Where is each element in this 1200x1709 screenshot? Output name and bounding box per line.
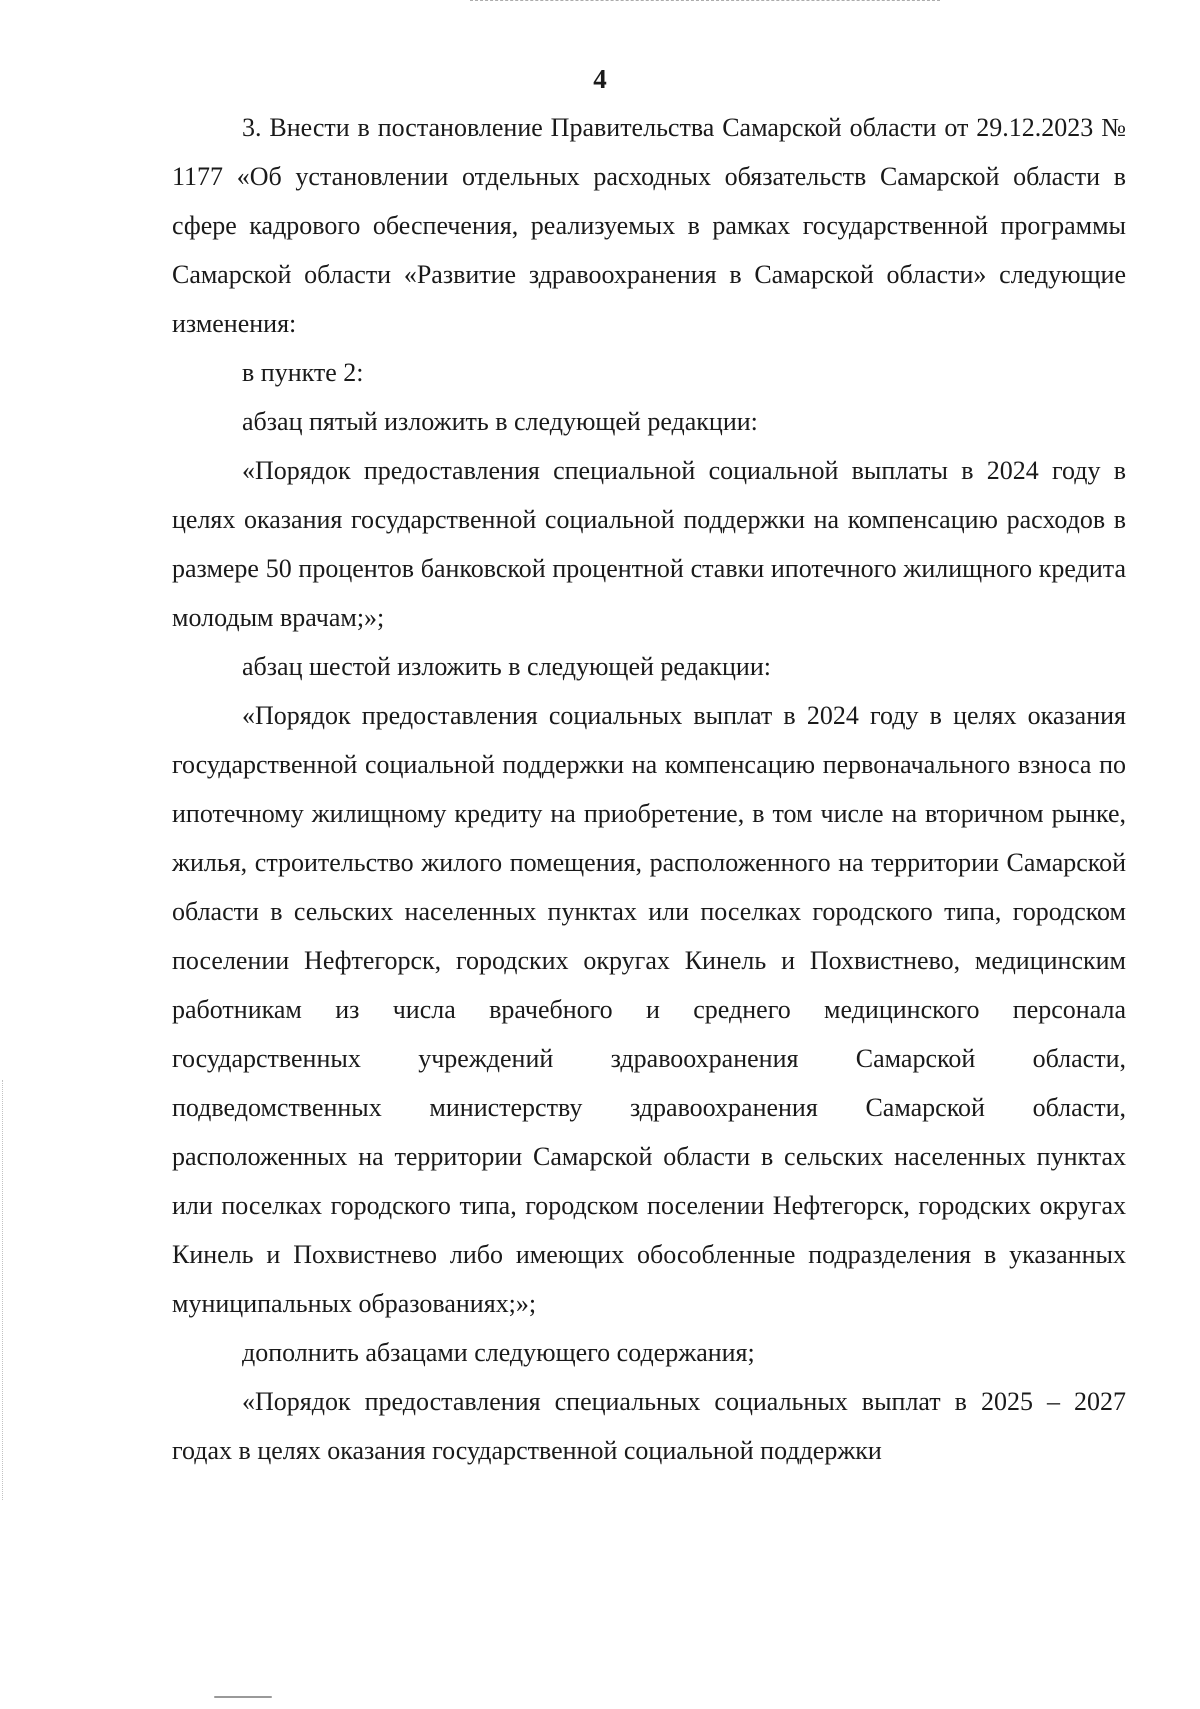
page-number: 4 xyxy=(593,64,607,94)
document-body xyxy=(172,103,1126,1475)
paragraph-fifth-abzac-text: «Порядок предоставления специальной социальной выплаты в 2024 году в целях оказания государственной социальной поддержки на компенсацию расходов в размере 50 процентов банковской процентной ставки ипотечного жилищного кредита молодым врачам;»; xyxy=(172,456,1126,632)
scan-artifact-bottom xyxy=(214,1696,272,1698)
paragraph-sixth-abzac-text: «Порядок предоставления социальных выплат в 2024 году в целях оказания государственной социальной поддержки на компенсацию первоначального взноса по ипотечному жилищному кредиту на приобретение, в том числе на вторичном рынке, жилья, строительство жилого помещения, расположенного на территории Самарской области в сельских населенных пунктах или поселках городского типа, городском поселении Нефтегорск, городских округах Кинель и Похвистнево, медицинским работникам из числа врачебного и среднего медицинского персонала государственных учреждений здравоохранения Самарской области, подведомственных министерству здравоохранения Самарской области, расположенных на территории Самарской области в сельских населенных пунктах или поселках городского типа, городском поселении Нефтегорск, городских округах Кинель и Похвистнево либо имеющих обособленные подразделения в указанных муниципальных образованиях;»; xyxy=(172,701,1126,1318)
paragraph-supplement-text: «Порядок предоставления специальных социальных выплат в 2025 – 2027 годах в целях оказания государственной социальной поддержки xyxy=(172,1387,1126,1465)
paragraph-point-2: в пункте 2: xyxy=(242,358,364,387)
scan-artifact-top xyxy=(470,0,940,3)
paragraph-fifth-abzac-instruction: абзац пятый изложить в следующей редакции: xyxy=(242,407,758,436)
paragraph-supplement-instruction: дополнить абзацами следующего содержания; xyxy=(242,1338,755,1367)
paragraph-amendment-intro: 3. Внести в постановление Правительства Самарской области от 29.12.2023 № 1177 «Об установлении отдельных расходных обязательств Самарской области в сфере кадрового обеспечения, реализуемых в рамках государственной программы Самарской области «Развитие здравоохранения в Самарской области» следующие изменения: xyxy=(172,113,1126,338)
scan-artifact-left xyxy=(2,1080,4,1500)
paragraph-sixth-abzac-instruction: абзац шестой изложить в следующей редакции: xyxy=(242,652,771,681)
